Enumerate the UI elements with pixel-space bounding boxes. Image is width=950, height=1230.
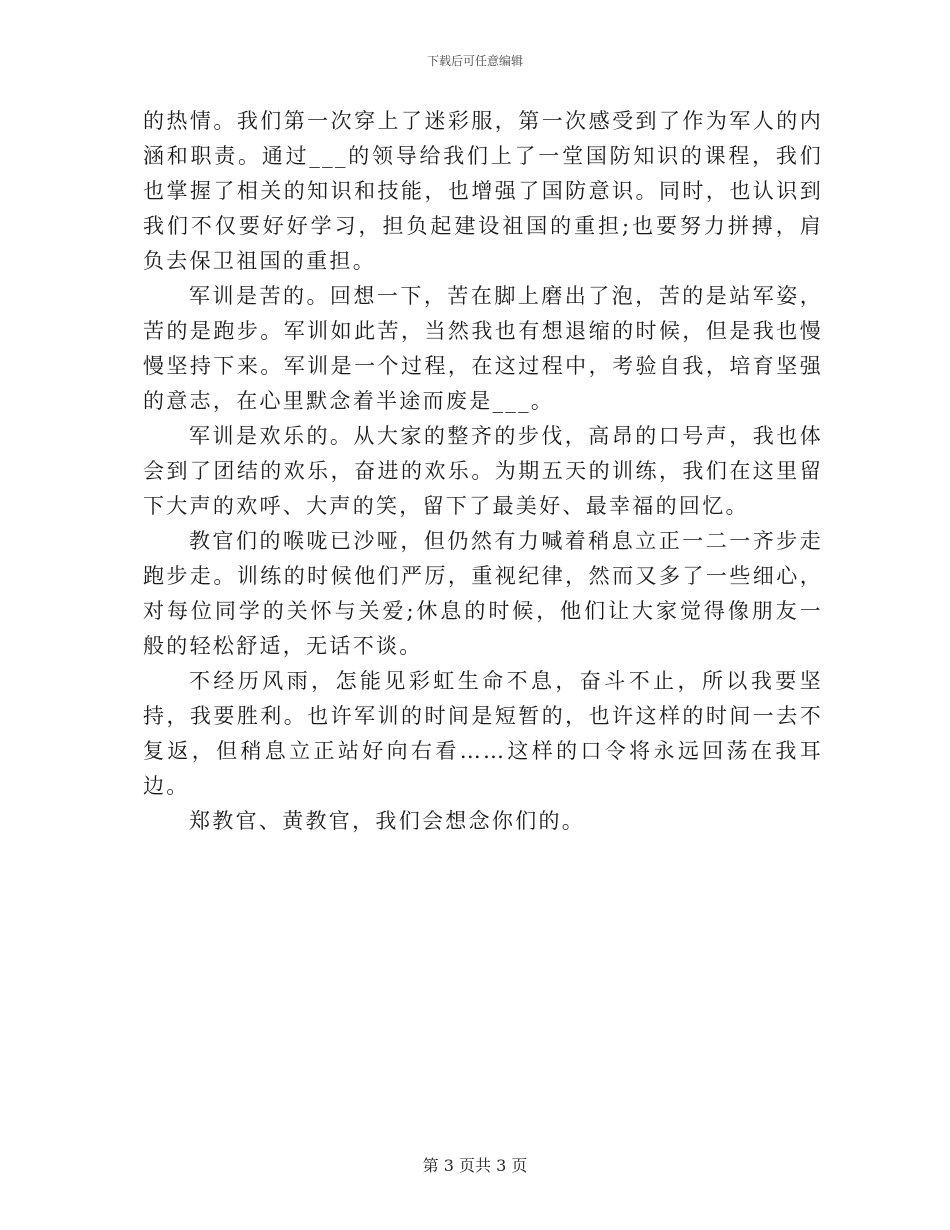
page-number: 第 3 页共 3 页 bbox=[422, 1156, 528, 1175]
paragraph-farewell: 郑教官、黄教官，我们会想念你们的。 bbox=[189, 809, 586, 833]
paragraph-perseverance: 不经历风雨，怎能见彩虹生命不息，奋斗不止，所以我要坚持，我要胜利。也许军训的时间是短暂的，也许这样的时间一去不复返，但稍息立正站好向右看……这样的口令将永远回荡在我耳边。 bbox=[143, 669, 823, 798]
document-body bbox=[143, 104, 823, 839]
paragraph-instructors: 教官们的喉咙已沙哑，但仍然有力喊着稍息立正一二一齐步走跑步走。训练的时候他们严厉，重视纪律，然而又多了一些细心，对每位同学的关怀与关爱;休息的时候，他们让大家觉得像朋友一般的轻松舒适，无话不谈。 bbox=[143, 529, 823, 658]
paragraph-joy: 军训是欢乐的。从大家的整齐的步伐，高昂的口号声，我也体会到了团结的欢乐，奋进的欢乐。为期五天的训练，我们在这里留下大声的欢呼、大声的笑，留下了最美好、最幸福的回忆。 bbox=[143, 424, 823, 518]
paragraph-hardship: 军训是苦的。回想一下，苦在脚上磨出了泡，苦的是站军姿，苦的是跑步。军训如此苦，当然我也有想退缩的时候，但是我也慢慢坚持下来。军训是一个过程，在这过程中，考验自我，培育坚强的意志，在心里默念着半途而废是___。 bbox=[143, 284, 823, 413]
paragraph-continuation: 的热情。我们第一次穿上了迷彩服，第一次感受到了作为军人的内涵和职责。通过___的领导给我们上了一堂国防知识的课程，我们也掌握了相关的知识和技能，也增强了国防意识。同时，也认识到我们不仅要好好学习，担负起建设祖国的重担;也要努力拼搏，肩负去保卫祖国的重担。 bbox=[143, 109, 823, 273]
page-header: 下载后可任意编辑 bbox=[426, 54, 523, 68]
